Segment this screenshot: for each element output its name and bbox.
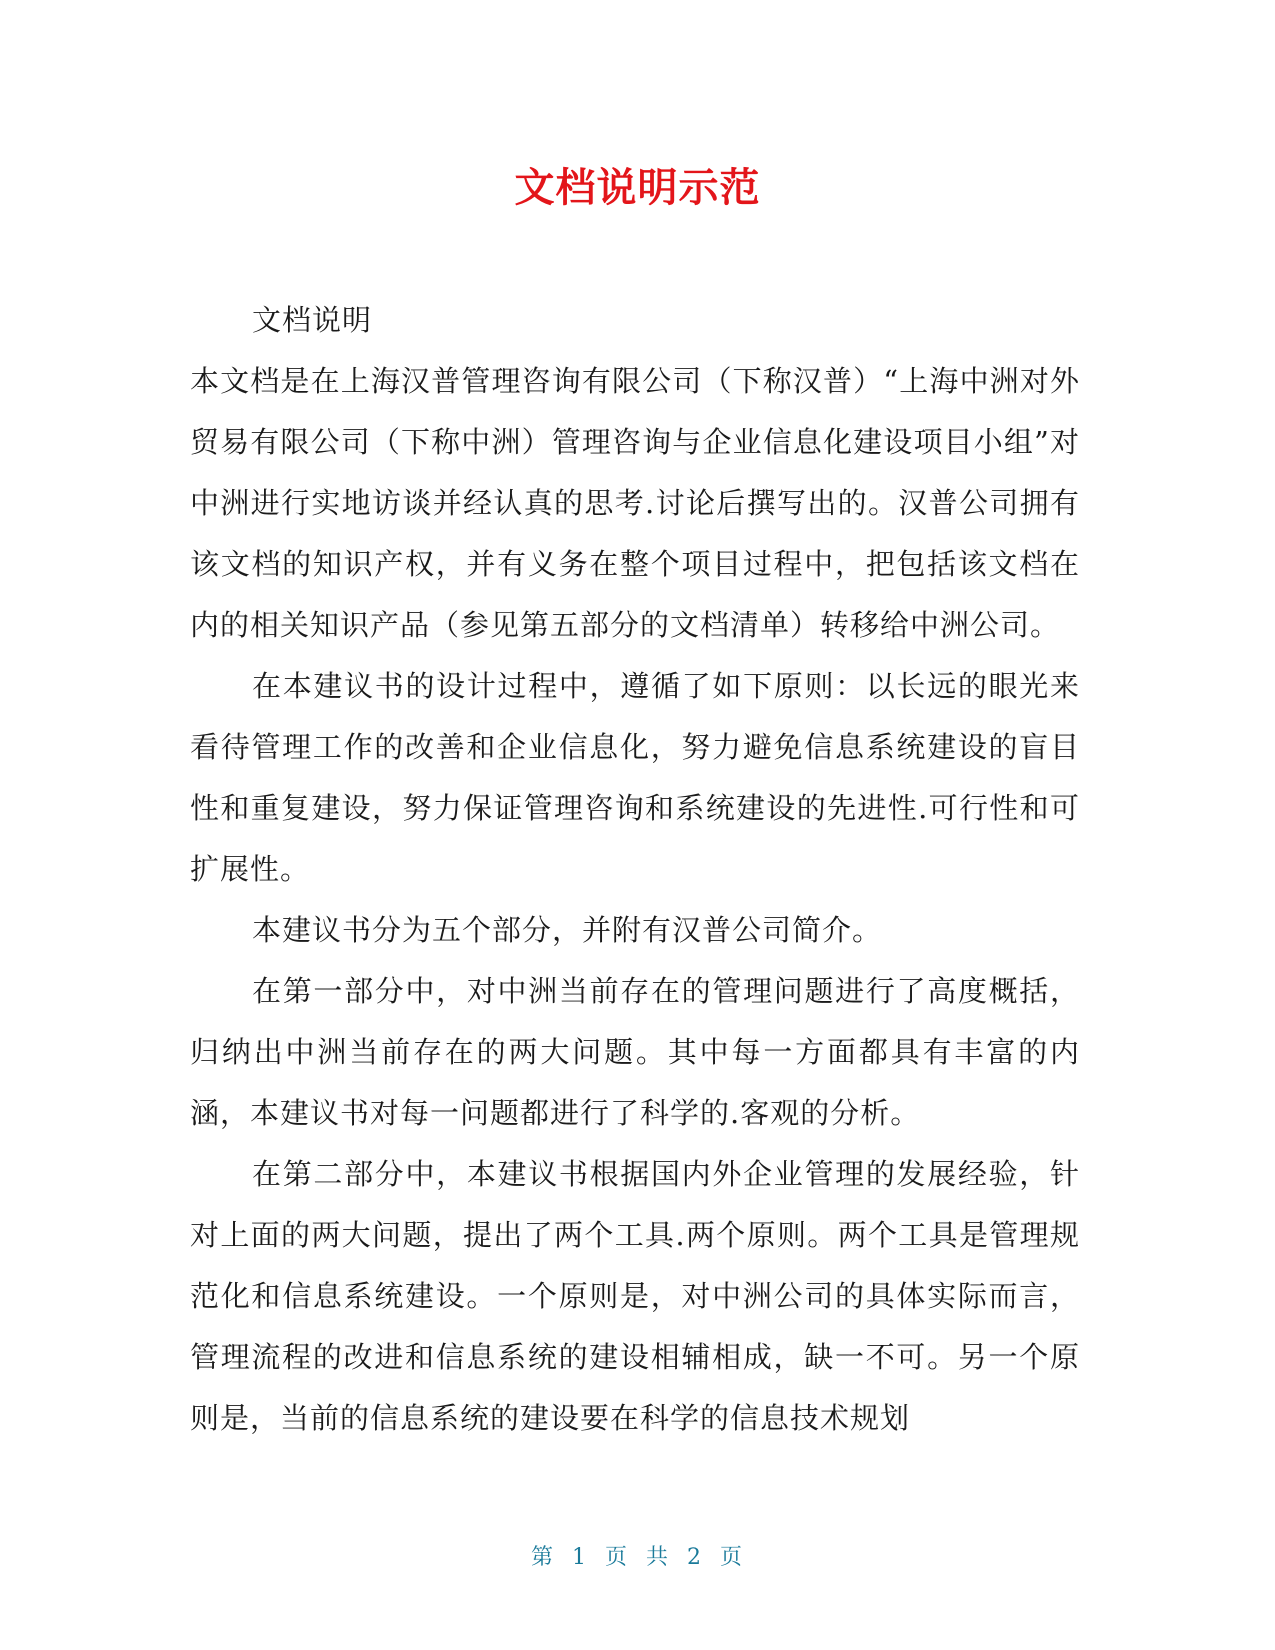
paragraph: 本文档是在上海汉普管理咨询有限公司（下称汉普）“上海中洲对外贸易有限公司（下称中洲）管理咨询与企业信息化建设项目小组”对中洲进行实地访谈并经认真的思考.讨论后撰写出的。汉普公司拥有该文档的知识产权，并有义务在整个项目过程中，把包括该文档在内的相关知识产品（参见第五部分的文档清单）转移给中洲公司。 <box>190 364 1080 642</box>
paragraph: 在第一部分中，对中洲当前存在的管理问题进行了高度概括，归纳出中洲当前存在的两大问题。其中每一方面都具有丰富的内涵，本建议书对每一问题都进行了科学的.客观的分析。 <box>190 974 1080 1130</box>
paragraph: 在本建议书的设计过程中，遵循了如下原则：以长远的眼光来看待管理工作的改善和企业信息化，努力避免信息系统建设的盲目性和重复建设，努力保证管理咨询和系统建设的先进性.可行性和可扩展性。 <box>190 669 1080 886</box>
section-heading: 文档说明 <box>252 303 373 337</box>
paragraph: 本建议书分为五个部分，并附有汉普公司简介。 <box>252 913 883 947</box>
page-number-footer: 第 1 页 共 2 页 <box>531 1545 744 1570</box>
paragraph: 在第二部分中，本建议书根据国内外企业管理的发展经验，针对上面的两大问题，提出了两个工具.两个原则。两个工具是管理规范化和信息系统建设。一个原则是，对中洲公司的具体实际而言，管理流程的改进和信息系统的建设相辅相成，缺一不可。另一个原则是，当前的信息系统的建设要在科学的信息技术规划 <box>190 1157 1080 1435</box>
document-body <box>190 290 1080 1449</box>
document-title: 文档说明示范 <box>514 165 761 211</box>
